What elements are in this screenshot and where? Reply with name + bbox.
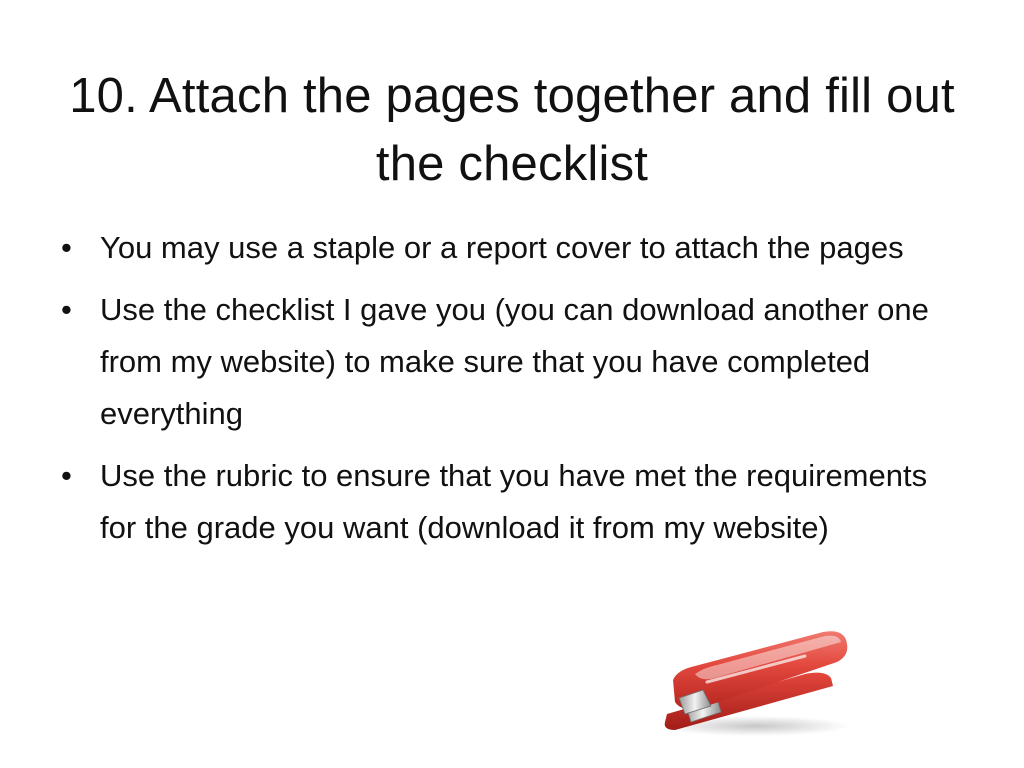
stapler-icon bbox=[655, 622, 855, 737]
bullet-dot: • bbox=[61, 292, 72, 327]
bullet-text: You may use a staple or a report cover to attach the pages bbox=[100, 230, 904, 265]
bullet-dot: • bbox=[61, 458, 72, 493]
bullet-list bbox=[58, 222, 958, 564]
slide-title: 10. Attach the pages together and fill out the checklist bbox=[69, 69, 955, 191]
bullet-dot: • bbox=[61, 230, 72, 265]
bullet-item bbox=[58, 284, 958, 440]
bullet-text: Use the rubric to ensure that you have met the requirements for the grade you want (download it from my website) bbox=[100, 458, 928, 545]
bullet-text: Use the checklist I gave you (you can download another one from my website) to make sure that you have completed everything bbox=[100, 292, 929, 431]
bullet-item bbox=[58, 450, 958, 554]
bullet-item bbox=[58, 222, 958, 274]
